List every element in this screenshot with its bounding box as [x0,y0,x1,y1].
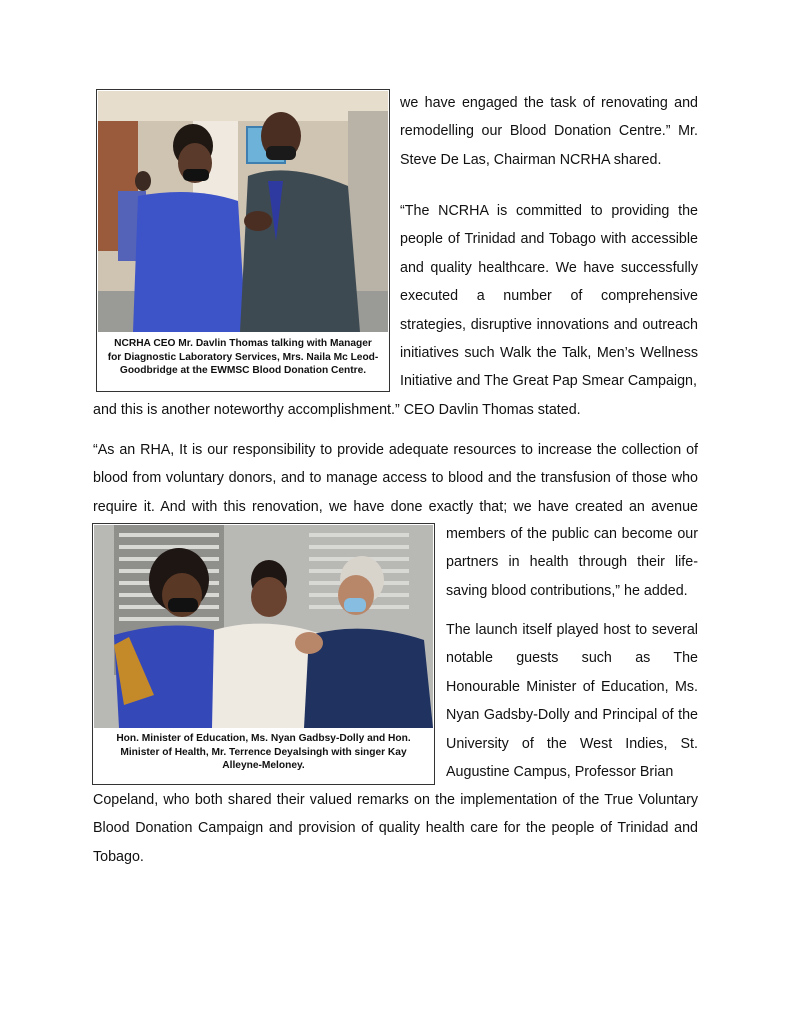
figure-1 [96,89,390,392]
paragraph-2-part-b: and this is another noteworthy accomplishment.” CEO Davlin Thomas stated. [93,402,581,418]
paragraph-3-part-b: members of the public can become our partners in health through their life-saving blood contributions,” he added. [446,526,698,599]
paragraph-1: we have engaged the task of renovating and remodelling our Blood Donation Centre.” Mr. Steve De Las, Chairman NCRHA shared. [400,95,698,168]
photo-ceo-and-manager [98,91,388,332]
figure-2 [92,523,435,785]
figure-2-caption: Hon. Minister of Education, Ms. Nyan Gadbsy-Dolly and Hon. Minister of Health, Mr. Terrence Deyalsingh with singer Kay Alleyne-Meloney. [116,733,411,771]
paragraph-4-part-b: Copeland, who both shared their valued remarks on the implementation of the True Voluntary Blood Donation Campaign and provision of quality health care for the people of Trinidad and Tobago. [93,792,698,865]
figure-1-caption: NCRHA CEO Mr. Davlin Thomas talking with Manager for Diagnostic Laboratory Services, Mrs. Naila Mc Leod-Goodbridge at the EWMSC Blood Donation Centre. [107,338,379,376]
paragraph-3-part-a: “As an RHA, It is our responsibility to provide adequate resources to increase the collection of blood from voluntary donors, and to manage access to blood and the transfusion of those who require it. And with this renovation, we have done exactly that; we have created an avenue [93,442,698,515]
paragraph-4-part-a: The launch itself played host to several notable guests such as The Honourable Minister of Education, Ms. Nyan Gadsby-Dolly and Principal of the University of the West Indies, St. Augustine Campus, Professor Brian [446,622,698,781]
paragraph-2-part-a: “The NCRHA is committed to providing the people of Trinidad and Tobago with accessible and quality healthcare. We have successfully executed a number of comprehensive strategies, disruptive innovations and outreach initiatives such Walk the Talk, Men’s Wellness Initiative and The Great Pap Smear Campaign, [400,203,698,390]
photo-ministers-and-singer [94,525,433,728]
